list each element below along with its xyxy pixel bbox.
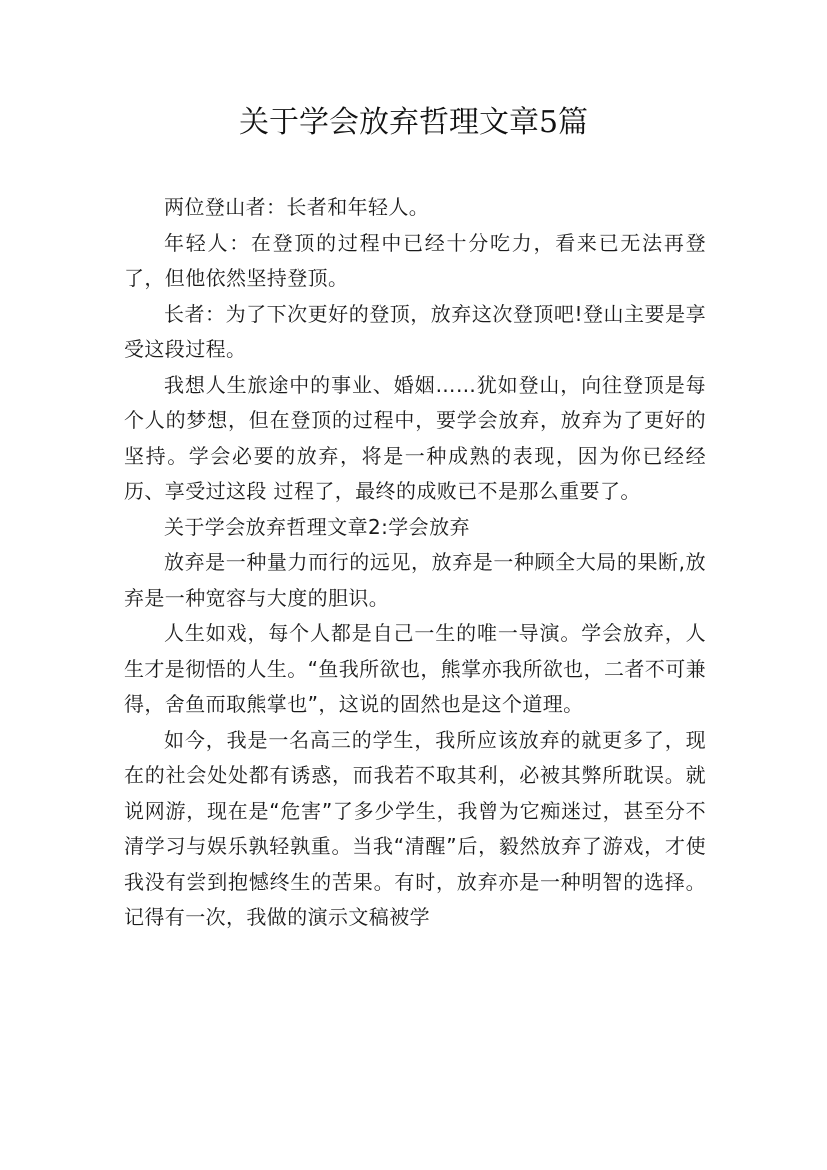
document-body bbox=[124, 190, 706, 936]
paragraph: 人生如戏，每个人都是自己一生的唯一导演。学会放弃，人生才是彻悟的人生。“鱼我所欲也，熊掌亦我所欲也，二者不可兼得，舍鱼而取熊掌也”，这说的固然也是这个道理。 bbox=[124, 621, 706, 716]
paragraph: 如今，我是一名高三的学生，我所应该放弃的就更多了，现在的社会处处都有诱惑，而我若不取其利，必被其弊所耽误。就说网游，现在是“危害”了多少学生，我曾为它痴迷过，甚至分不清学习与娱乐孰轻孰重。当我“清醒”后，毅然放弃了游戏，才使我没有尝到抱憾终生的苦果。有时，放弃亦是一种明智的选择。记得有一次，我做的演示文稿被学 bbox=[124, 727, 706, 929]
paragraph: 两位登山者：长者和年轻人。 bbox=[164, 195, 430, 219]
document-title: 关于学会放弃哲理文章5篇 bbox=[238, 105, 589, 140]
section-heading: 关于学会放弃哲理文章2:学会放弃 bbox=[164, 514, 470, 539]
paragraph: 我想人生旅途中的事业、婚姻……犹如登山，向往登顶是每个人的梦想，但在登顶的过程中，要学会放弃，放弃为了更好的坚持。学会必要的放弃，将是一种成熟的表现，因为你已经经历、享受过这段 过程了，最终的成败已不是那么重要了。 bbox=[124, 372, 706, 503]
paragraph: 放弃是一种量力而行的远见，放弃是一种顾全大局的果断,放弃是一种宽容与大度的胆识。 bbox=[124, 550, 706, 610]
paragraph: 年轻人：在登顶的过程中已经十分吃力，看来已无法再登了，但他依然坚持登顶。 bbox=[124, 230, 706, 290]
paragraph: 长者：为了下次更好的登顶，放弃这次登顶吧!登山主要是享受这段过程。 bbox=[124, 301, 706, 361]
